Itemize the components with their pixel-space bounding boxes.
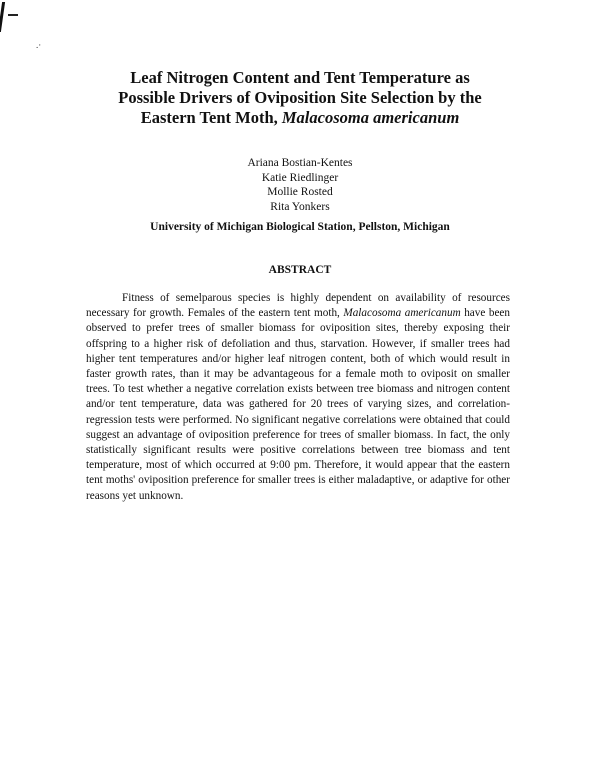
author-name: Rita Yonkers (270, 200, 330, 213)
author-name: Ariana Bostian-Kentes (247, 157, 353, 169)
abstract-body (86, 291, 510, 504)
title-line-3-prefix: Eastern Tent Moth, (140, 108, 282, 127)
title-line-2: Possible Drivers of Oviposition Site Selection by the (118, 88, 482, 107)
abstract-heading: ABSTRACT (268, 264, 332, 276)
title-species-name: Malacosoma americanum (281, 108, 460, 127)
author-name: Katie Riedlinger (261, 171, 339, 184)
author-list (150, 156, 450, 214)
paper-title (60, 68, 540, 128)
affiliation: University of Michigan Biological Station, Pellston, Michigan (150, 221, 450, 233)
scan-artifact-dash (8, 14, 18, 16)
abstract-species-name: Malacosoma americanum (343, 307, 461, 320)
author-name: Mollie Rosted (267, 186, 333, 198)
abstract-text-part-2: have been observed to prefer trees of smaller biomass for oviposition sites, thereby exposing their offspring to a higher risk of defoliation and thus, starvation. However, if smaller trees had higher tent temperatures and/or higher leaf nitrogen content, both of which would result in faster growth rates, than it may be advantageous for a female moth to oviposit on smaller trees. To test whether a negative correlation exists between tree biomass and nitrogen content and/or tent temperature, data was gathered for 20 trees of varying sizes, and correlation-regression tests were performed. No significant negative correlations were obtained that could suggest an advantage of oviposition preference for trees of smaller biomass. In fact, the only statistically significant results were positive correlations between tree biomass and tent temperature, most of which occurred at 9:00 pm. Therefore, it would appear that the eastern tent moths' oviposition preference for smaller trees is either maladaptive, or adaptive for other reasons yet unknown. (86, 307, 510, 502)
scan-artifact-dot: .· (36, 40, 42, 50)
scan-artifact-mark (0, 2, 5, 32)
title-line-1: Leaf Nitrogen Content and Tent Temperature as (130, 68, 470, 87)
abstract-text-part-1: Fitness of semelparous species is highly dependent on availability of resources necessary for growth. Females of the eastern tent moth, (86, 292, 510, 320)
